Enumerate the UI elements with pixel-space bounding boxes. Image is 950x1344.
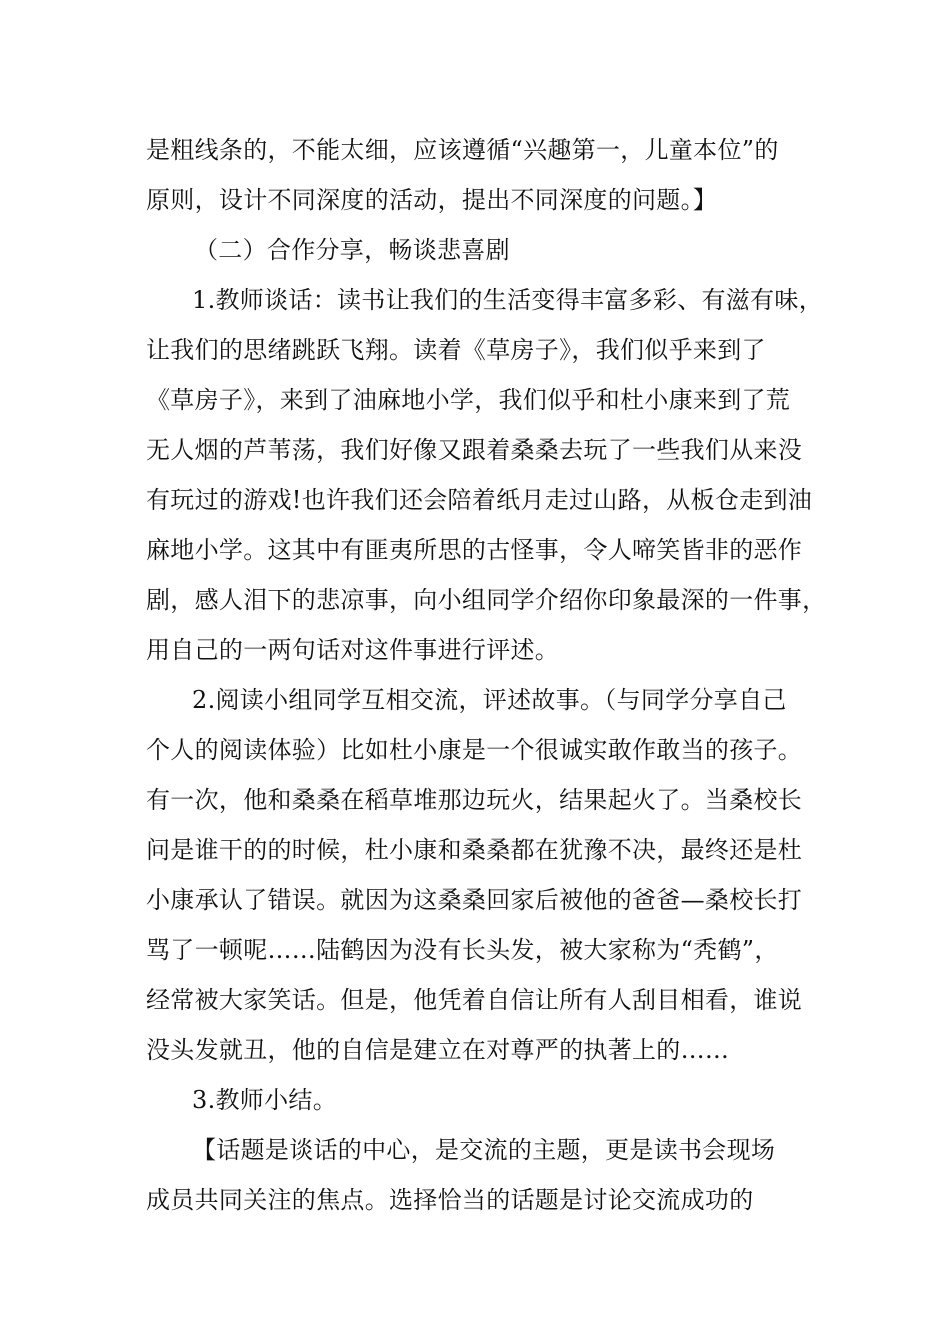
text-line: 1.教师谈话：读书让我们的生活变得丰富多彩、有滋有味，	[192, 286, 823, 314]
text-line: 是粗线条的，不能太细，应该遵循“兴趣第一，儿童本位”的	[146, 136, 779, 164]
text-line: 麻地小学。这其中有匪夷所思的古怪事，令人啼笑皆非的恶作	[146, 536, 803, 564]
text-line: 3.教师小结。	[192, 1086, 337, 1114]
text-line: 成员共同关注的焦点。选择恰当的话题是讨论交流成功的	[146, 1186, 754, 1214]
text-line: 有玩过的游戏!也许我们还会陪着纸月走过山路，从板仓走到油	[146, 486, 813, 514]
text-line: 骂了一顿呢……陆鹤因为没有长头发，被大家称为“秃鹤”，	[146, 936, 779, 964]
text-line: 【话题是谈话的中心，是交流的主题，更是读书会现场	[192, 1136, 776, 1164]
text-line: 原则，设计不同深度的活动，提出不同深度的问题。】	[146, 186, 718, 214]
text-line: 剧，感人泪下的悲凉事，向小组同学介绍你印象最深的一件事，	[146, 586, 827, 614]
text-line: 个人的阅读体验）比如杜小康是一个很诚实敢作敢当的孩子。	[146, 736, 803, 764]
text-line: 《草房子》，来到了油麻地小学，我们似乎和杜小康来到了荒	[146, 386, 791, 414]
text-line: 让我们的思绪跳跃飞翔。读着《草房子》，我们似乎来到了	[146, 336, 766, 364]
text-line: 2.阅读小组同学互相交流，评述故事。（与同学分享自己	[192, 686, 787, 714]
text-line: 问是谁干的的时候，杜小康和桑桑都在犹豫不决，最终还是杜	[146, 836, 803, 864]
text-line: 没头发就丑，他的自信是建立在对尊严的执著上的……	[146, 1036, 730, 1064]
section-heading: （二）合作分享，畅谈悲喜剧	[194, 236, 510, 264]
text-line: 用自己的一两句话对这件事进行评述。	[146, 636, 560, 664]
text-line: 小康承认了错误。就因为这桑桑回家后被他的爸爸—桑校长打	[146, 886, 803, 914]
text-line: 无人烟的芦苇荡，我们好像又跟着桑桑去玩了一些我们从来没	[146, 436, 803, 464]
text-line: 经常被大家笑话。但是，他凭着自信让所有人刮目相看，谁说	[146, 986, 803, 1014]
text-line: 有一次，他和桑桑在稻草堆那边玩火，结果起火了。当桑校长	[146, 786, 803, 814]
